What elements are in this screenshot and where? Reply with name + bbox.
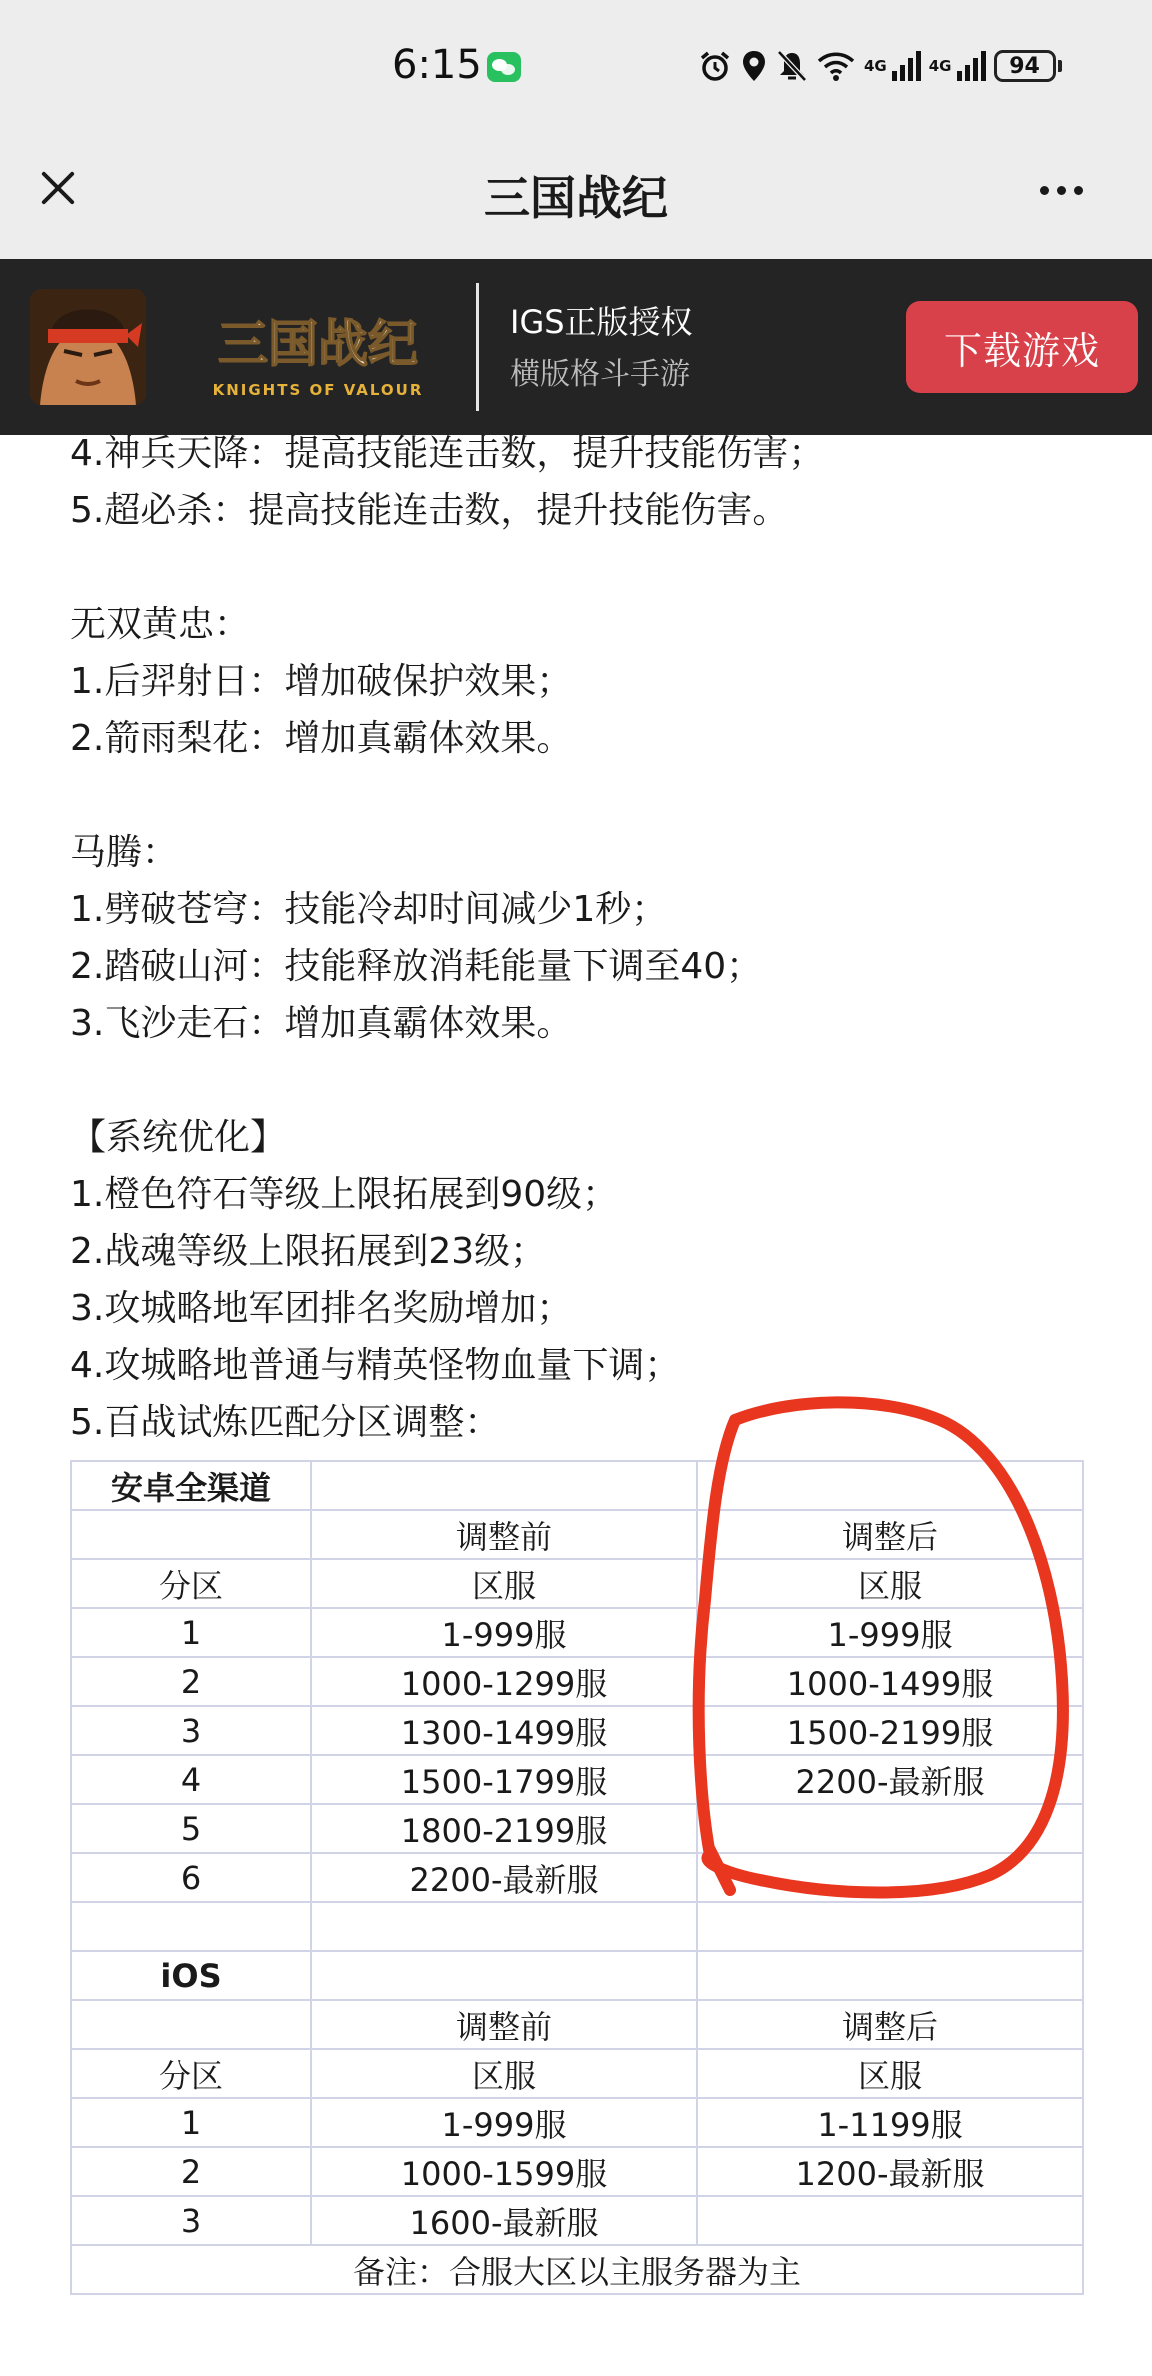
- network-type-2: 4G: [928, 57, 952, 75]
- table-cell: [71, 1510, 311, 1559]
- table-row: [71, 1510, 1083, 1559]
- mute-icon: [776, 49, 808, 83]
- table-cell: 1200-最新服: [697, 2147, 1083, 2196]
- table-row: [71, 1657, 1083, 1706]
- table-cell: 1: [71, 1608, 311, 1657]
- game-logo: [178, 309, 458, 405]
- table-cell: 分区: [71, 2049, 311, 2098]
- article-line: 4.神兵天降：提高技能连击数，提升技能伤害；: [70, 433, 825, 474]
- table-cell: 2200-最新服: [311, 1853, 697, 1902]
- article-line: 3.攻城略地军团排名奖励增加；: [70, 1288, 573, 1329]
- page-title: 三国战纪: [484, 171, 668, 225]
- article-line: 1.后羿射日：增加破保护效果；: [70, 661, 573, 702]
- status-icons: [698, 44, 1062, 88]
- table-cell: [697, 2196, 1083, 2245]
- alarm-icon: [698, 49, 732, 83]
- table-row: [71, 1461, 1083, 1510]
- wifi-icon: [816, 49, 856, 83]
- table-cell: 调整前: [311, 1510, 697, 1559]
- table-cell: 1800-2199服: [311, 1804, 697, 1853]
- table-cell: 1000-1299服: [311, 1657, 697, 1706]
- table-cell: [697, 1461, 1083, 1510]
- table-cell: 1-999服: [311, 1608, 697, 1657]
- table-cell: [311, 1951, 697, 2000]
- table-cell: 调整后: [697, 1510, 1083, 1559]
- more-icon[interactable]: [1040, 170, 1102, 210]
- table-cell: [697, 1902, 1083, 1951]
- banner-genre-text: 横版格斗手游: [510, 357, 690, 392]
- banner-license-text: IGS正版授权: [510, 303, 693, 341]
- article-line: 1.橙色符石等级上限拓展到90级；: [70, 1174, 619, 1215]
- table-row: [71, 1853, 1083, 1902]
- table-cell: 分区: [71, 1559, 311, 1608]
- table-cell: [311, 1461, 697, 1510]
- table-cell: 6: [71, 1853, 311, 1902]
- table-cell: 4: [71, 1755, 311, 1804]
- table-row: [71, 1804, 1083, 1853]
- table-row: [71, 1608, 1083, 1657]
- table-row: [71, 2245, 1083, 2294]
- table-cell: 2200-最新服: [697, 1755, 1083, 1804]
- table-cell: 2: [71, 1657, 311, 1706]
- table-row: [71, 1902, 1083, 1951]
- table-cell: 安卓全渠道: [71, 1461, 311, 1510]
- wechat-icon: [487, 52, 521, 82]
- table-cell: 调整前: [311, 2000, 697, 2049]
- article-line: 2.战魂等级上限拓展到23级；: [70, 1231, 547, 1272]
- table-cell: 1-999服: [311, 2098, 697, 2147]
- table-note: 备注：合服大区以主服务器为主: [71, 2245, 1083, 2294]
- table-cell: [311, 1902, 697, 1951]
- table-row: [71, 2049, 1083, 2098]
- article-line: 3.飞沙走石：增加真霸体效果。: [70, 1003, 573, 1044]
- signal-icon: [891, 49, 921, 83]
- table-row: [71, 2000, 1083, 2049]
- table-cell: 区服: [697, 2049, 1083, 2098]
- table-cell: [71, 1902, 311, 1951]
- article-line: 5.超必杀：提高技能连击数，提升技能伤害。: [70, 490, 789, 531]
- table-cell: [697, 1804, 1083, 1853]
- battery-tip: [1058, 60, 1062, 72]
- table-row: [71, 1559, 1083, 1608]
- table-cell: 1300-1499服: [311, 1706, 697, 1755]
- table-cell: 1-1199服: [697, 2098, 1083, 2147]
- table-cell: 3: [71, 2196, 311, 2245]
- table-cell: 5: [71, 1804, 311, 1853]
- status-bar: [0, 0, 1152, 135]
- table-cell: [697, 1951, 1083, 2000]
- banner-divider: [476, 283, 479, 411]
- battery-icon: [994, 50, 1056, 82]
- table-cell: [697, 1853, 1083, 1902]
- article-line: 5.百战试炼匹配分区调整：: [70, 1402, 501, 1443]
- article-line: 1.劈破苍穹：技能冷却时间减少1秒；: [70, 889, 668, 930]
- table-row: [71, 1755, 1083, 1804]
- table-cell: 1500-2199服: [697, 1706, 1083, 1755]
- table-cell: 区服: [311, 1559, 697, 1608]
- server-zone-table: [70, 1460, 1084, 2295]
- article-line: [70, 539, 1090, 596]
- game-logo-subtitle: KNIGHTS OF VALOUR: [212, 381, 424, 399]
- table-row: [71, 1951, 1083, 2000]
- table-row: [71, 2098, 1083, 2147]
- table-cell: iOS: [71, 1951, 311, 2000]
- table-row: [71, 2196, 1083, 2245]
- article-line: 无双黄忠：: [70, 604, 251, 645]
- article-line: 2.箭雨梨花：增加真霸体效果。: [70, 718, 573, 759]
- table-row: [71, 1706, 1083, 1755]
- table-cell: 1-999服: [697, 1608, 1083, 1657]
- article-line: 4.攻城略地普通与精英怪物血量下调；: [70, 1345, 681, 1386]
- battery-level: 94: [1009, 53, 1040, 79]
- table-cell: 1600-最新服: [311, 2196, 697, 2245]
- game-banner[interactable]: [0, 259, 1152, 435]
- table-cell: 区服: [311, 2049, 697, 2098]
- article-line: 【系统优化】: [70, 1117, 287, 1158]
- signal-icon: [956, 49, 986, 83]
- table-cell: 1500-1799服: [311, 1755, 697, 1804]
- network-type-1: 4G: [864, 57, 887, 75]
- article-body: [70, 425, 1090, 1451]
- table-cell: 1000-1599服: [311, 2147, 697, 2196]
- table-cell: [71, 2000, 311, 2049]
- location-icon: [740, 49, 768, 83]
- table-cell: 3: [71, 1706, 311, 1755]
- article-line: [70, 767, 1090, 824]
- table-cell: 区服: [697, 1559, 1083, 1608]
- game-logo-title: 三国战纪: [218, 314, 418, 373]
- article-line: [70, 1052, 1090, 1109]
- table-cell: 2: [71, 2147, 311, 2196]
- table-cell: 1: [71, 2098, 311, 2147]
- article-line: 2.踏破山河：技能释放消耗能量下调至40；: [70, 946, 763, 987]
- article-line: 马腾：: [70, 832, 179, 873]
- status-time: 6:15: [392, 42, 482, 88]
- table-row: [71, 2147, 1083, 2196]
- download-game-button[interactable]: 下载游戏: [906, 301, 1138, 393]
- table-cell: 1000-1499服: [697, 1657, 1083, 1706]
- table-cell: 调整后: [697, 2000, 1083, 2049]
- game-avatar: [30, 289, 146, 405]
